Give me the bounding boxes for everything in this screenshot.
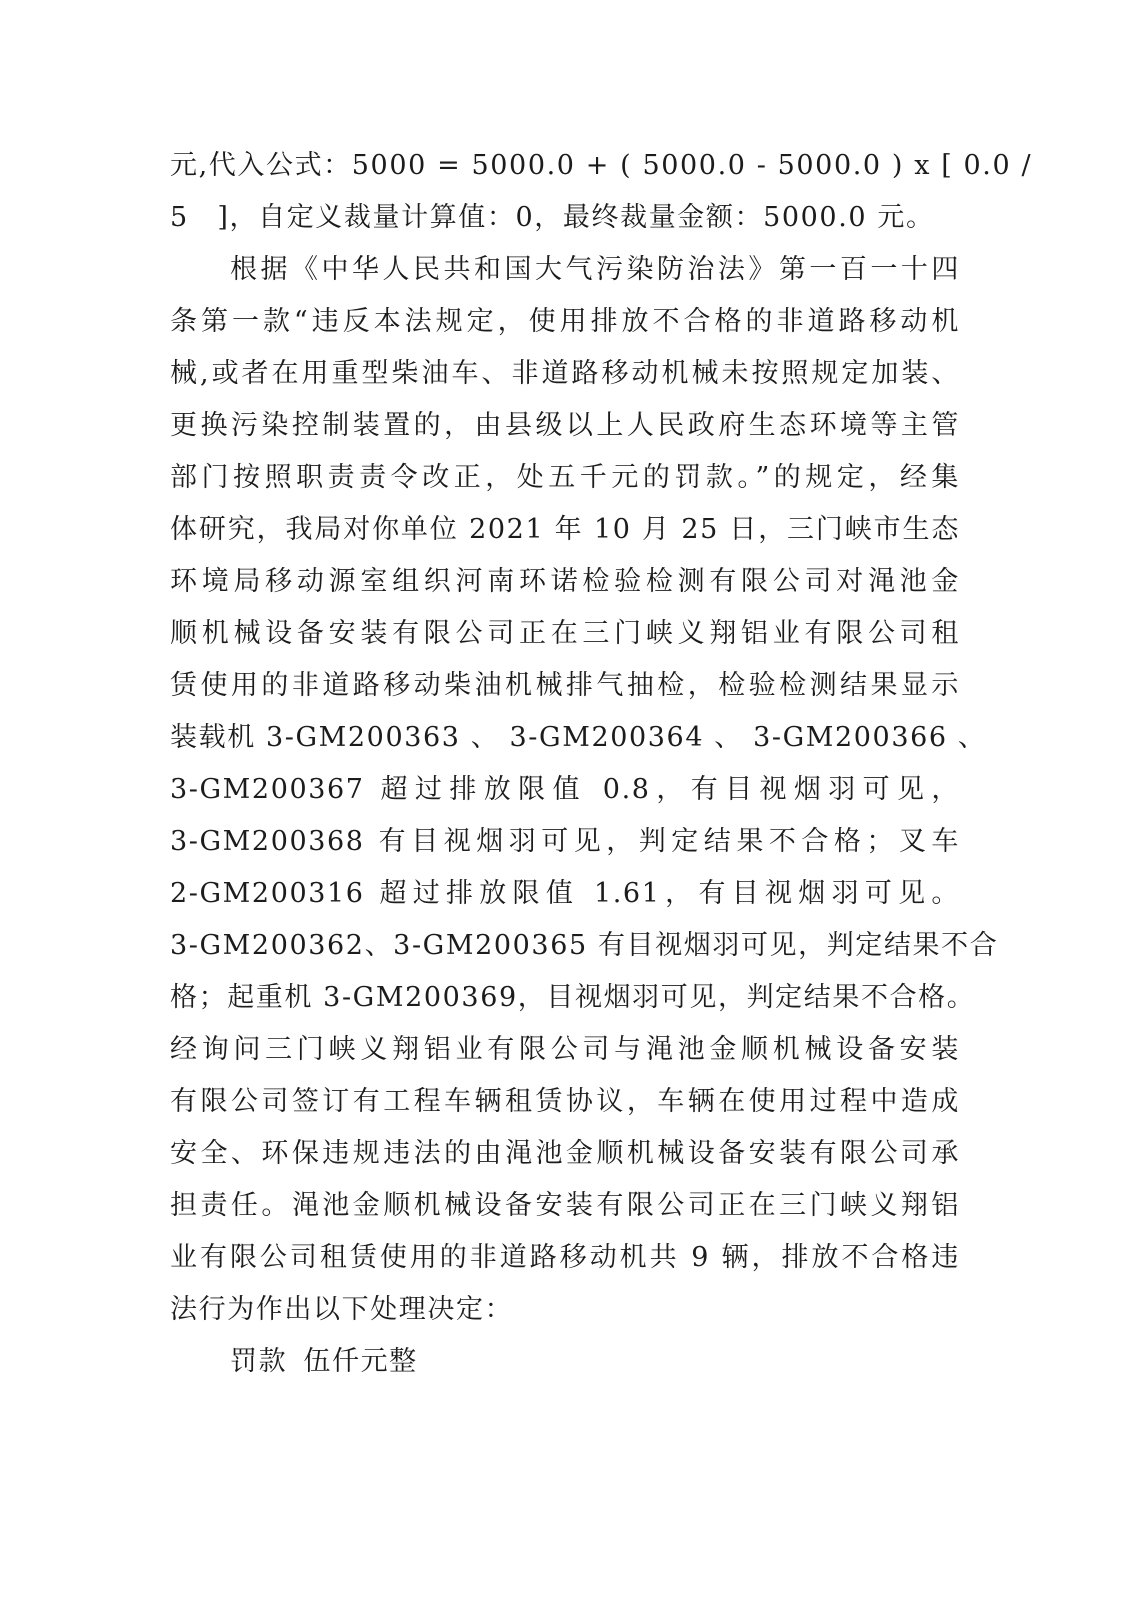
text-line: 更换污染控制装置的，由县级以上人民政府生态环境等主管 bbox=[170, 410, 960, 441]
text-line: 5 ]，自定义裁量计算值：0，最终裁量金额：5000.0 元。 bbox=[170, 202, 935, 233]
text-line: 赁使用的非道路移动柴油机械排气抽检，检验检测结果显示 bbox=[170, 670, 960, 701]
text-line: 顺机械设备安装有限公司正在三门峡义翔铝业有限公司租 bbox=[170, 618, 960, 649]
text-line: 部门按照职责责令改正，处五千元的罚款。”的规定，经集 bbox=[170, 462, 960, 493]
text-line: 环境局移动源室组织河南环诺检验检测有限公司对渑池金 bbox=[170, 566, 960, 597]
text-line: 体研究，我局对你单位 2021 年 10 月 25 日，三门峡市生态 bbox=[170, 514, 960, 545]
text-line: 2-GM200316 超过排放限值 1.61，有目视烟羽可见。 bbox=[170, 878, 960, 909]
text-line: 3-GM200367 超过排放限值 0.8，有目视烟羽可见， bbox=[170, 774, 960, 805]
text-line: 安全、环保违规违法的由渑池金顺机械设备安装有限公司承 bbox=[170, 1138, 960, 1169]
text-line: 法行为作出以下处理决定： bbox=[170, 1294, 514, 1325]
text-line: 格；起重机 3-GM200369，目视烟羽可见，判定结果不合格。 bbox=[170, 982, 976, 1013]
text-line: 3-GM200362、3-GM200365 有目视烟羽可见，判定结果不合 bbox=[170, 930, 999, 961]
text-line: 业有限公司租赁使用的非道路移动机共 9 辆，排放不合格违 bbox=[170, 1242, 960, 1273]
text-line: 械,或者在用重型柴油车、非道路移动机械未按照规定加装、 bbox=[170, 358, 960, 389]
text-line: 有限公司签订有工程车辆租赁协议，车辆在使用过程中造成 bbox=[170, 1086, 960, 1117]
text-line: 装载机 3-GM200363 、 3-GM200364 、 3-GM200366 、 bbox=[170, 722, 987, 753]
penalty-line: 罚款 伍仟元整 bbox=[230, 1346, 418, 1377]
text-line: 3-GM200368 有目视烟羽可见，判定结果不合格；叉车 bbox=[170, 826, 960, 857]
text-line: 担责任。渑池金顺机械设备安装有限公司正在三门峡义翔铝 bbox=[170, 1190, 960, 1221]
text-line: 根据《中华人民共和国大气污染防治法》第一百一十四 bbox=[230, 254, 960, 285]
text-line: 元,代入公式：5000 = 5000.0 + ( 5000.0 - 5000.0 ) x [ 0.0 / bbox=[170, 150, 1033, 181]
text-line: 经询问三门峡义翔铝业有限公司与渑池金顺机械设备安装 bbox=[170, 1034, 960, 1065]
text-line: 条第一款“违反本法规定，使用排放不合格的非道路移动机 bbox=[170, 306, 960, 337]
